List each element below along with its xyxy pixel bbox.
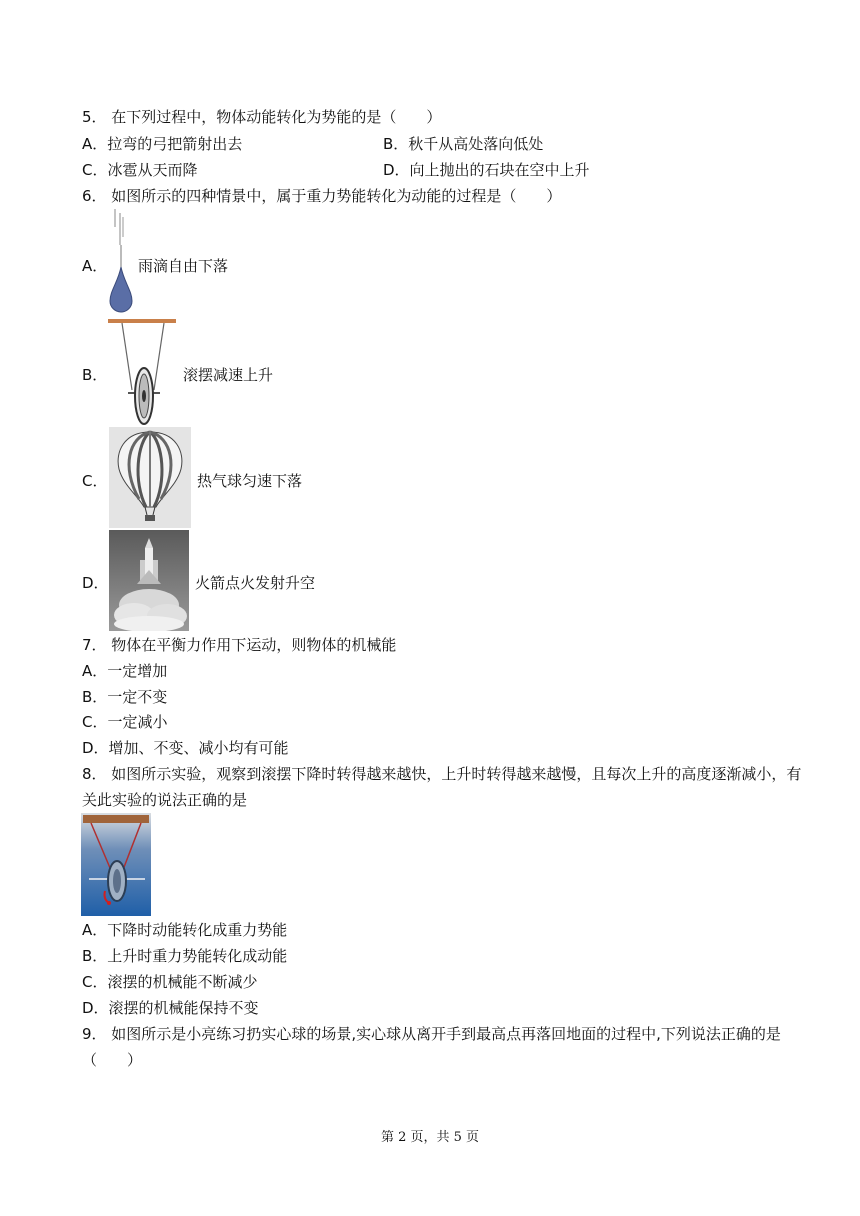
hot-air-balloon-figure (109, 427, 191, 528)
q7-option-a: A．一定增加 (82, 662, 168, 680)
q9-stem-line1: 9． 如图所示是小亮练习扔实心球的场景,实心球从离开手到最高点再落回地面的过程中,下列说法正确的是 (82, 1025, 781, 1043)
q6-option-b-label: B． (82, 366, 108, 384)
q5-option-a: A．拉弯的弓把箭射出去 (82, 135, 243, 153)
q8-option-c: C．滚摆的机械能不断减少 (82, 973, 258, 991)
raindrop-figure (105, 207, 137, 317)
q6-option-c-label: C． (82, 472, 108, 490)
rocket-launch-figure (109, 530, 189, 631)
q8-option-a: A．下降时动能转化成重力势能 (82, 921, 288, 939)
q8-stem-line1: 8． 如图所示实验，观察到滚摆下降时转得越来越快，上升时转得越来越慢，且每次上升的高度逐渐减小，有 (82, 765, 802, 783)
q6-option-a-caption: 雨滴自由下落 (138, 257, 229, 275)
q9-stem-line2: （ ） (82, 1051, 143, 1069)
q8-stem-line2: 关此实验的说法正确的是 (82, 791, 248, 809)
q5-option-b: B．秋千从高处落向低处 (383, 135, 544, 153)
q6-stem: 6． 如图所示的四种情景中，属于重力势能转化为动能的过程是（ ） (82, 187, 562, 205)
q6-option-d-label: D． (82, 574, 109, 592)
maxwell-pendulum-figure (108, 318, 178, 428)
q6-option-a-label: A． (82, 257, 108, 275)
q5-stem: 5． 在下列过程中，物体动能转化为势能的是（ ） (82, 108, 442, 126)
q7-stem: 7． 物体在平衡力作用下运动，则物体的机械能 (82, 636, 397, 654)
q5-option-d: D．向上抛出的石块在空中上升 (383, 161, 590, 179)
q8-option-d: D．滚摆的机械能保持不变 (82, 999, 259, 1017)
q7-option-c: C．一定减小 (82, 713, 168, 731)
q8-option-b: B．上升时重力势能转化成动能 (82, 947, 288, 965)
q6-option-d-caption: 火箭点火发射升空 (195, 574, 316, 592)
q6-option-c-caption: 热气球匀速下落 (197, 472, 303, 490)
q5-option-c: C．冰雹从天而降 (82, 161, 198, 179)
q6-option-b-caption: 滚摆减速上升 (183, 366, 274, 384)
q7-option-d: D．增加、不变、减小均有可能 (82, 739, 289, 757)
page-footer: 第 2 页，共 5 页 (380, 1130, 480, 1145)
q7-option-b: B．一定不变 (82, 688, 168, 706)
rolling-pendulum-photo (81, 813, 151, 916)
